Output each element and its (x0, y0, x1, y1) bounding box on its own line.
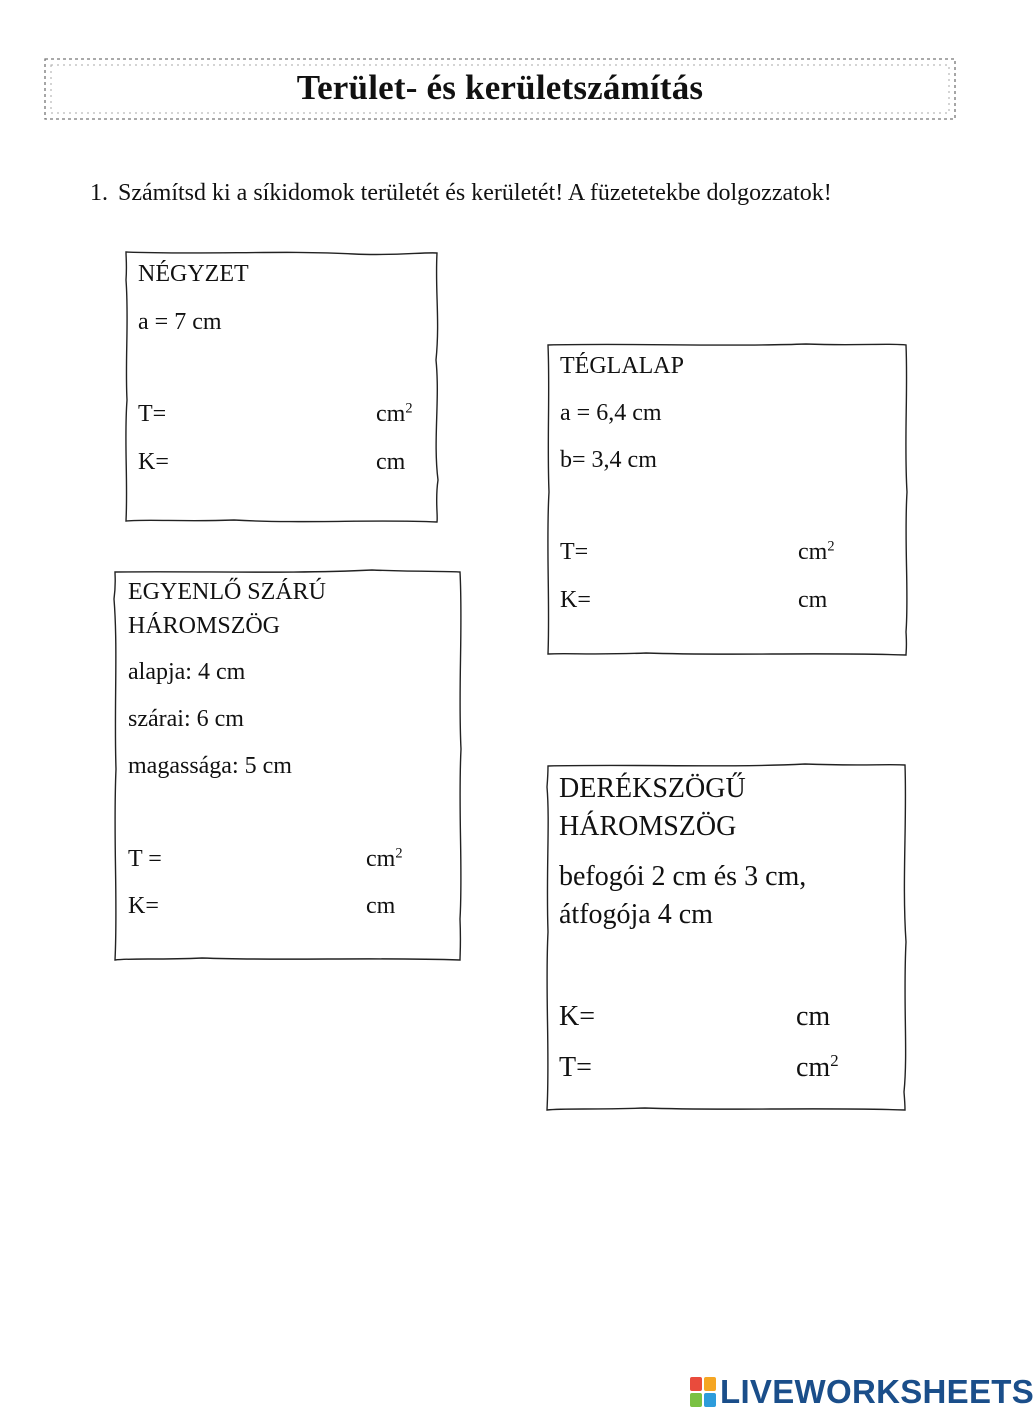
area-label: T= (138, 401, 167, 427)
card-teglalap (546, 342, 910, 658)
area-label: T= (560, 539, 589, 565)
perimeter-label: K= (128, 893, 159, 919)
given-height: magassága: 5 cm (128, 753, 292, 779)
area-unit-exponent: 2 (827, 538, 835, 555)
liveworksheets-logo (690, 1372, 1034, 1412)
given-base: alapja: 4 cm (128, 659, 246, 685)
title-banner (42, 56, 958, 122)
card-title-line-1: EGYENLŐ SZÁRÚ (128, 579, 326, 605)
logo-square-green (690, 1393, 702, 1407)
perimeter-unit: cm (798, 587, 828, 613)
given-legs: befogói 2 cm és 3 cm, (559, 861, 807, 892)
card-egyenlo-szaru-haromszog (112, 569, 464, 963)
card-title-line-2: HÁROMSZÖG (128, 613, 281, 639)
perimeter-unit: cm (366, 893, 396, 919)
page-title: Terület- és kerületszámítás (296, 68, 704, 107)
card-title-line-2: HÁROMSZÖG (559, 811, 737, 842)
card-title: NÉGYZET (138, 261, 249, 287)
area-unit-text: cm (798, 539, 828, 565)
card-frame (124, 250, 440, 525)
area-unit-exponent: 2 (830, 1050, 839, 1070)
task-text: Számítsd ki a síkidomok területét és kerületét! A füzetetekbe dolgozzatok! (118, 180, 832, 206)
area-unit (366, 845, 403, 874)
given-legs: szárai: 6 cm (128, 706, 244, 732)
task-number: 1. (90, 180, 108, 206)
perimeter-label: K= (559, 1001, 596, 1032)
card-frame (546, 342, 910, 658)
area-unit-text: cm (796, 1052, 831, 1083)
area-unit (798, 538, 835, 567)
perimeter-label: K= (560, 587, 591, 613)
perimeter-label: K= (138, 449, 169, 475)
task-instruction (90, 180, 832, 207)
area-unit (796, 1051, 839, 1085)
given-hypotenuse: átfogója 4 cm (559, 899, 713, 930)
card-title: TÉGLALAP (560, 353, 684, 379)
card-title-line-1: DERÉKSZÖGŰ (559, 773, 746, 804)
area-unit-exponent: 2 (405, 400, 413, 417)
given-side-a: a = 6,4 cm (560, 400, 662, 426)
logo-icon (690, 1377, 716, 1407)
area-unit-text: cm (366, 846, 396, 872)
area-unit-exponent: 2 (395, 845, 403, 862)
area-unit (376, 400, 413, 429)
given-side-b: b= 3,4 cm (560, 447, 657, 473)
logo-wordmark: LIVEWORKSHEETS (720, 1373, 1034, 1410)
logo-square-orange (704, 1377, 716, 1391)
card-derekszogu-haromszog (545, 762, 909, 1114)
area-unit-text: cm (376, 401, 406, 427)
perimeter-unit: cm (796, 1001, 831, 1032)
given-side-a: a = 7 cm (138, 309, 222, 335)
area-label: T= (559, 1052, 592, 1083)
area-label: T = (128, 846, 162, 872)
logo-square-blue (704, 1393, 716, 1407)
perimeter-unit: cm (376, 449, 406, 475)
logo-square-red (690, 1377, 702, 1391)
card-negyzet (124, 250, 440, 525)
